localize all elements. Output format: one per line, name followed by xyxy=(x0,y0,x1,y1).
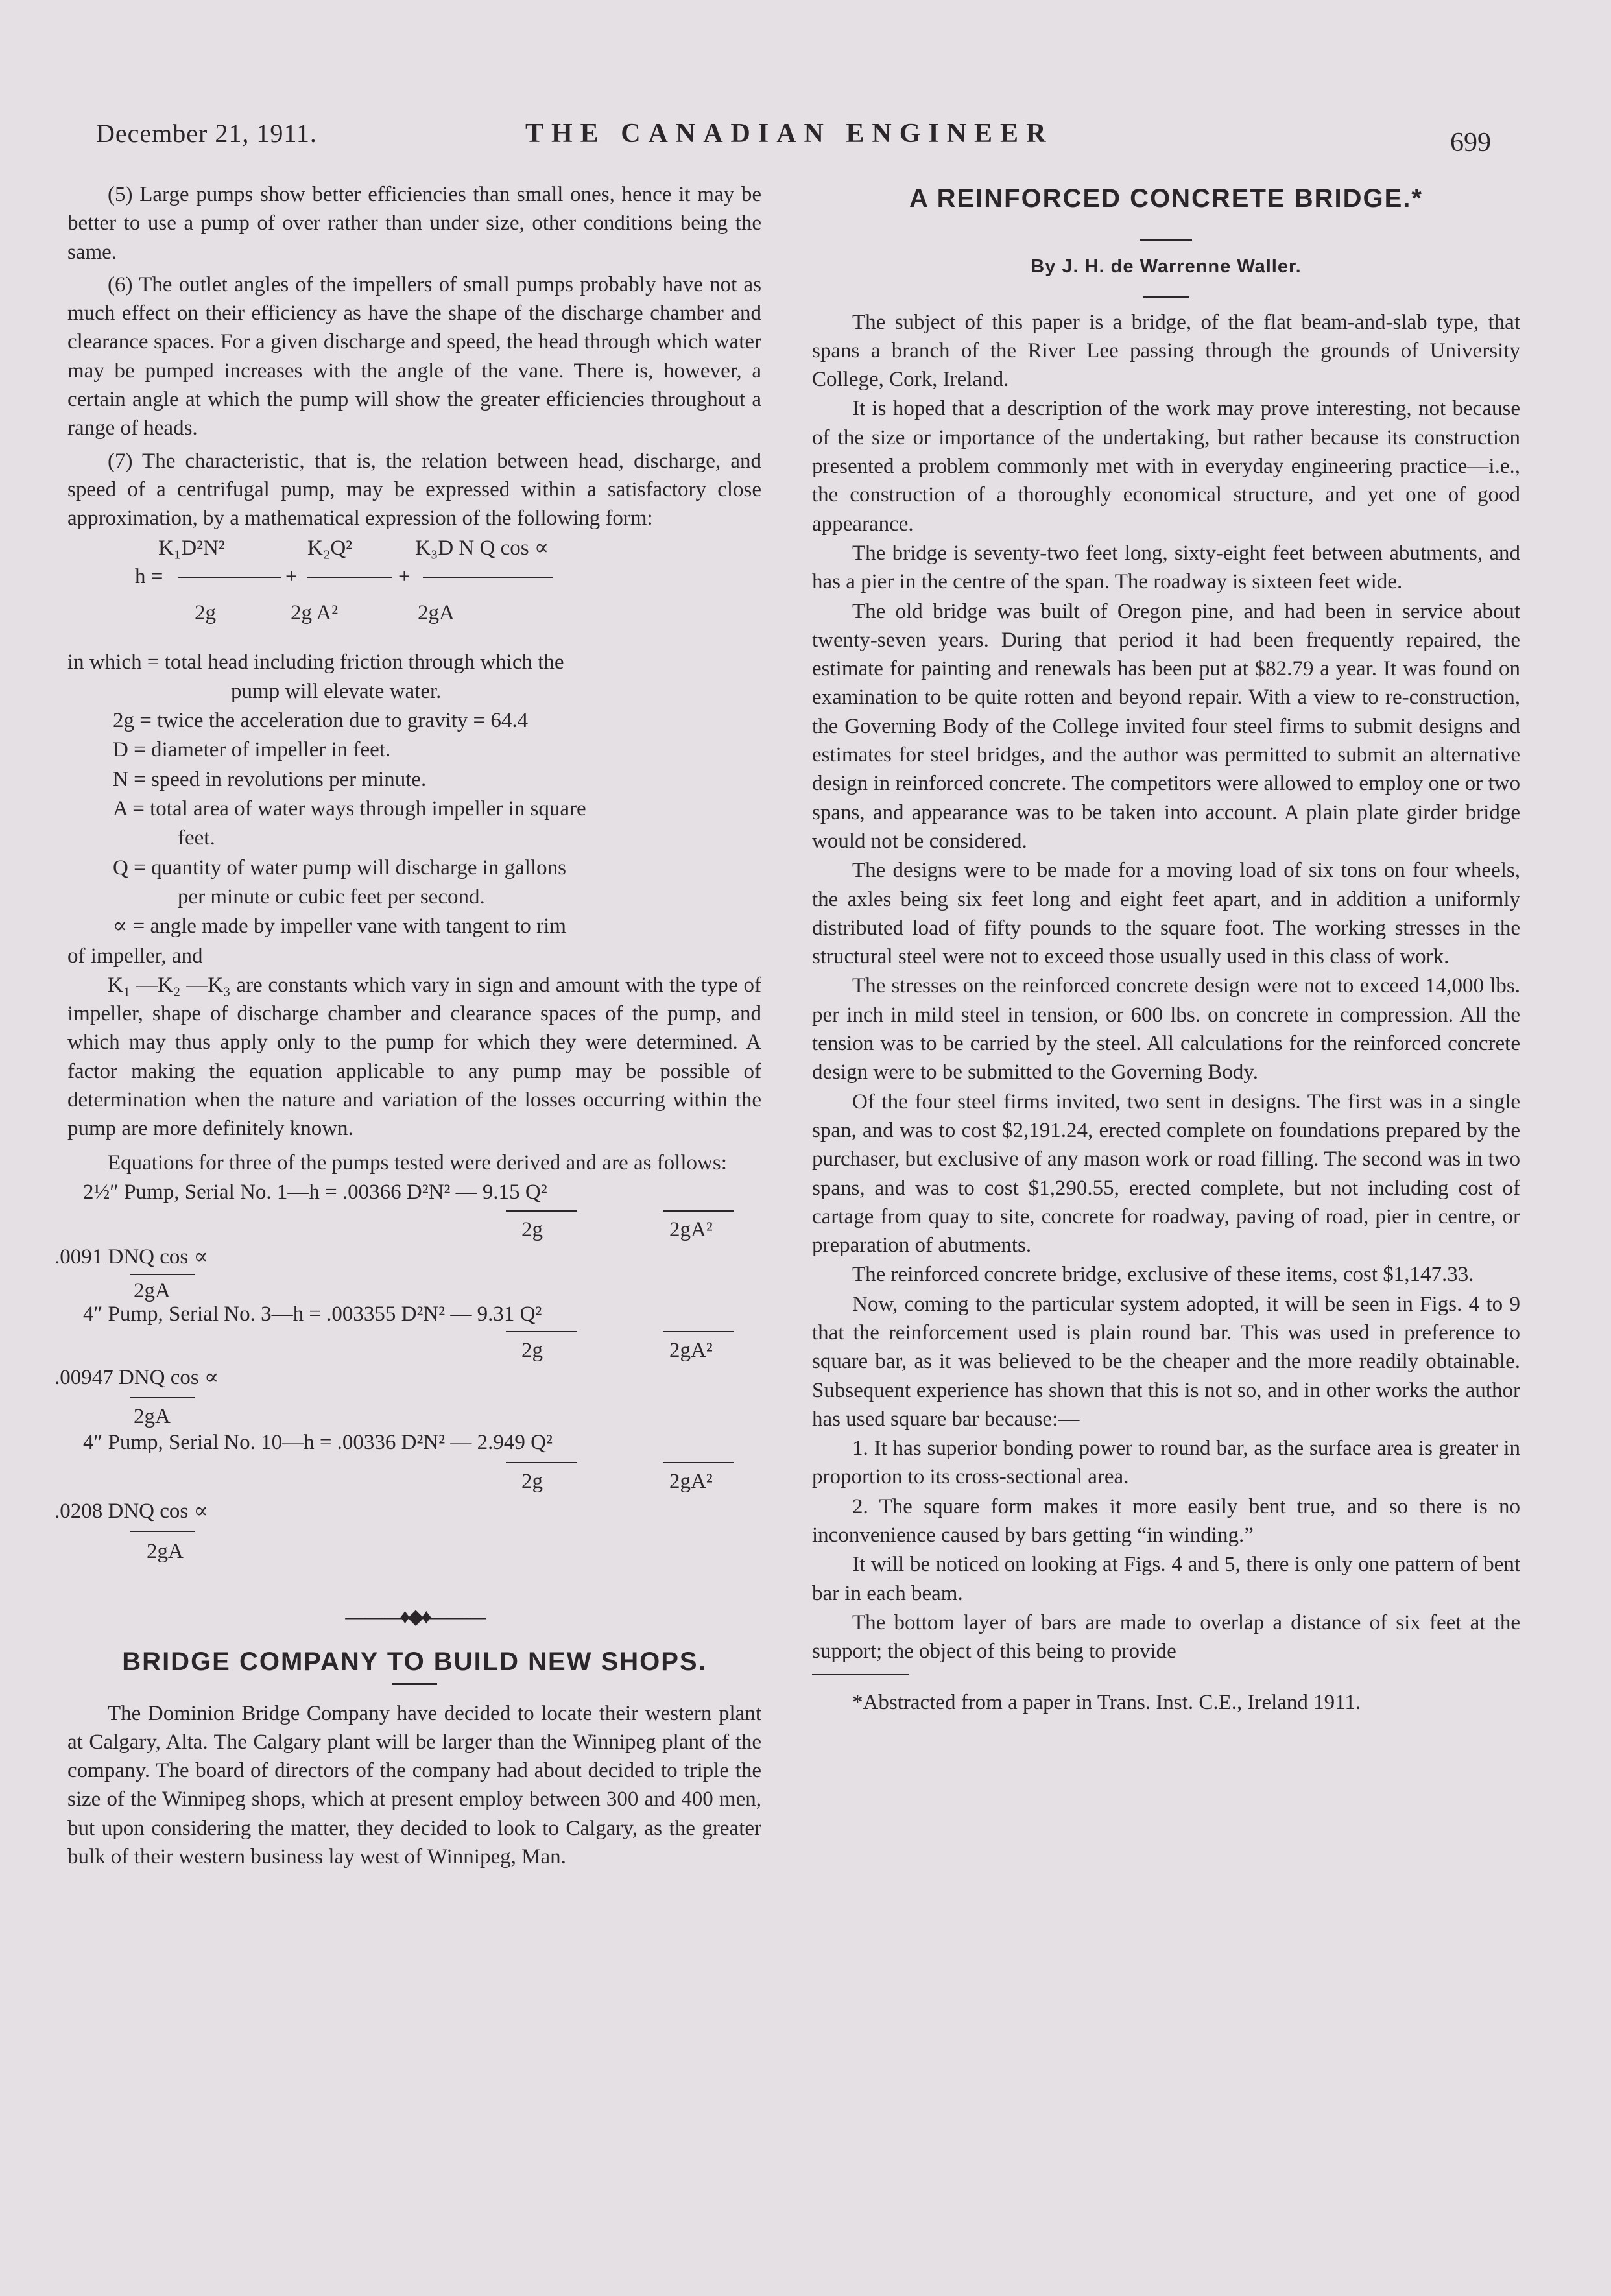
article-paragraph: 1. It has superior bonding power to round bar, as the surface area is greater in proportion to its cross-sectional area. xyxy=(812,1437,1520,1489)
constants-paragraph: K₁ —K₂ —K₃ are constants which vary in sign and amount with the type of impeller, shape of discharge chamber and clearance spaces of the pump, and which may thus apply only to the pump for which they were determined. A factor making the equation applicable to any pump may be possible of determination when the nature and variation of the losses occurring within the pump are more definitely known. xyxy=(67,973,761,1141)
pump-equation-2 xyxy=(67,1269,761,1331)
pump-eq-term: .0091 DNQ cos ∝ xyxy=(54,1245,208,1269)
heading-rule xyxy=(392,1683,437,1685)
pump-eq-den: 2gA² xyxy=(669,1469,713,1493)
article-paragraph: The old bridge was built of Oregon pine, and had been in service about twenty-seven years. During that period it had been frequently repaired, the estimate for painting and renewals has been put at $82.79 a year. It was found on examination to be quite rotten and beyond repair. With a view to re-construction, the Governing Body of the College invited four steel firms to submit designs and estimates for steel bridges, and the author was permitted to submit an alternative design in reinforced concrete. The competitors were allowed to employ one or two spans, and appearance was to be taken into account. A plain plate girder bridge would not be considered. xyxy=(812,599,1520,853)
article-paragraph: The designs were to be made for a moving load of six tons on four wheels, the axles being six feet long and eight feet apart, and in addition a uniformly distributed load of fifty pounds to the square foot. The working stresses in the structural steel were not to exceed those usually used in this class of work. xyxy=(812,859,1520,969)
pump-eq-den: 2gA xyxy=(134,1404,171,1428)
article-paragraph: The bottom layer of bars are made to overlap a distance of six feet at the support; the object of this being to provide xyxy=(812,1610,1520,1664)
formula-plus: + xyxy=(398,564,411,588)
fraction-bar xyxy=(307,577,392,578)
article-paragraph: The reinforced concrete bridge, exclusive of these items, cost $1,147.33. xyxy=(852,1263,1474,1287)
pump-eq-line: 4″ Pump, Serial No. 3—h = .003355 D²N² — 9.31 Q² xyxy=(83,1302,542,1326)
bridge-company-paragraph: The Dominion Bridge Company have decided to locate their western plant at Calgary, Alta. The Calgary plant will be larger than the Winnipeg plant of the company. The board of directors of the company had about decided to triple the size of the Winnipeg shops, which at present employ between 300 and 400 men, but upon considering the matter, they decided to look to Calgary, as the greater bulk of their western business lay west of Winnipeg, Man. xyxy=(67,1701,761,1869)
formula-den-2: 2g A² xyxy=(291,601,339,625)
pump-eq-den: 2gA² xyxy=(669,1338,713,1362)
paragraph-6: (6) The outlet angles of the impellers of small pumps probably have not as much effect on their efficiency as have the shape of the discharge chamber and clearance spaces. For a given discharge and speed, the head through which water may be pumped increases with the angle of the vane. There is, however, a certain angle at which the pump will show the greater efficiencies throughout a range of heads. xyxy=(67,272,761,440)
formula-lhs: h = xyxy=(135,564,163,588)
fraction-bar xyxy=(423,577,553,578)
pump-equation-2-lower xyxy=(54,1331,761,1428)
def-Q: Q = quantity of water pump will discharge in gallons xyxy=(113,855,566,879)
pump-eq-den: 2g xyxy=(521,1469,543,1493)
article-paragraph: The stresses on the reinforced concrete design were not to exceed 14,000 lbs. per inch in mild steel in tension, or 600 lbs. on concrete in compression. All the tension was to be carried by the steel. All calculations for the reinforced concrete design were to be submitted to the Governing Body. xyxy=(812,974,1520,1084)
formula-num-3: K₃D N Q cos ∝ xyxy=(415,536,549,560)
fraction-bar xyxy=(130,1531,195,1532)
section-ornament: ———♦◆♦——— xyxy=(345,1604,484,1628)
paragraph-7: (7) The characteristic, that is, the relation between head, discharge, and speed of a centrifugal pump, may be expressed within a satisfactory close approximation, by a mathematical expression of the following form: xyxy=(67,449,761,531)
pump-eq-den: 2g xyxy=(521,1217,543,1241)
equations-intro: Equations for three of the pumps tested were derived and are as follows: xyxy=(108,1151,727,1175)
pump-eq-term: .00947 DNQ cos ∝ xyxy=(54,1365,219,1389)
title-rule xyxy=(1140,239,1192,241)
fraction-bar xyxy=(506,1331,577,1332)
def-alpha-cont: of impeller, and xyxy=(67,944,203,968)
formula-den-3: 2gA xyxy=(418,601,455,625)
article-paragraph: Now, coming to the particular system adopted, it will be seen in Figs. 4 to 9 that the reinforcement used is plain round bar. This was used in preference to square bar, as it was believed to be the cheaper and the more readily obtainable. Subsequent experience has shown that this is not so, and in other works the author has used square bar because:— xyxy=(812,1292,1520,1431)
fraction-bar xyxy=(178,577,281,578)
fraction-bar xyxy=(130,1397,195,1398)
def-Q-cont: per minute or cubic feet per second. xyxy=(178,885,485,909)
formula-plus: + xyxy=(285,564,298,588)
header-title: THE CANADIAN ENGINEER xyxy=(525,119,1054,149)
pump-equation-3 xyxy=(54,1422,761,1590)
pump-eq-den: 2g xyxy=(521,1338,543,1362)
fraction-bar xyxy=(506,1210,577,1212)
def-g: 2g = twice the acceleration due to gravity = 64.4 xyxy=(113,709,529,733)
left-column xyxy=(54,180,761,1872)
formula-num-2: K₂Q² xyxy=(307,536,353,560)
def-N: N = speed in revolutions per minute. xyxy=(113,767,427,791)
paragraph-5: (5) Large pumps show better efficiencies than small ones, hence it may be better to use a pump of over rather than under size, other conditions being the same. xyxy=(67,183,761,264)
article-title: A REINFORCED CONCRETE BRIDGE.* xyxy=(909,184,1423,213)
byline-rule xyxy=(1143,296,1189,298)
article-byline: By J. H. de Warrenne Waller. xyxy=(1031,256,1302,278)
fraction-bar xyxy=(663,1462,734,1463)
section-heading-bridge-company: BRIDGE COMPANY TO BUILD NEW SHOPS. xyxy=(122,1647,707,1677)
pump-eq-den: 2gA² xyxy=(669,1217,713,1241)
article-paragraph: Of the four steel firms invited, two sent in designs. The first was in a single span, and was to cost $2,191.24, erected complete on foundations prepared by the purchaser, but exclusive of any mason work or road filling. The second was in two spans, and was to cost $1,290.55, erected complete, but not including cost of cartage from quay to site, concrete for roadway, paving of road, pier in centre, or preparation of abutments. xyxy=(812,1090,1520,1258)
pump-eq-den: 2gA xyxy=(147,1539,184,1563)
characteristic-formula xyxy=(67,534,761,648)
page-number: 699 xyxy=(1450,128,1491,158)
def-A-cont: feet. xyxy=(178,826,215,850)
pump-eq-term: .0208 DNQ cos ∝ xyxy=(54,1499,208,1523)
pump-equation-1 xyxy=(54,1178,761,1269)
right-column xyxy=(812,180,1520,1717)
article-paragraph: It will be noticed on looking at Figs. 4 and 5, there is only one pattern of bent bar in each beam. xyxy=(812,1553,1520,1605)
def-h: in which = total head including friction through which the xyxy=(67,650,564,674)
fraction-bar xyxy=(663,1210,734,1212)
article-paragraph: The subject of this paper is a bridge, of the flat beam-and-slab type, that spans a branch of the River Lee passing through the grounds of University College, Cork, Ireland. xyxy=(812,310,1520,392)
pump-eq-line: 2½″ Pump, Serial No. 1—h = .00366 D²N² — 9.15 Q² xyxy=(83,1180,547,1204)
pump-eq-line: 4″ Pump, Serial No. 10—h = .00336 D²N² — 2.949 Q² xyxy=(83,1430,553,1454)
def-h-cont: pump will elevate water. xyxy=(231,679,442,703)
header-date: December 21, 1911. xyxy=(96,119,317,148)
def-D: D = diameter of impeller in feet. xyxy=(113,738,391,762)
footnote: *Abstracted from a paper in Trans. Inst. C.E., Ireland 1911. xyxy=(852,1690,1361,1714)
footnote-rule xyxy=(812,1674,909,1675)
fraction-bar xyxy=(506,1462,577,1463)
def-alpha: ∝ = angle made by impeller vane with tangent to rim xyxy=(113,915,566,939)
def-A: A = total area of water ways through impeller in square xyxy=(113,797,586,821)
article-paragraph: 2. The square form makes it more easily bent true, and so there is no inconvenience caused by bars getting “in winding.” xyxy=(812,1494,1520,1548)
pump-eq-den: 2gA xyxy=(134,1278,171,1302)
fraction-bar xyxy=(663,1331,734,1332)
formula-num-1: K₁D²N² xyxy=(158,536,225,560)
formula-den-1: 2g xyxy=(195,601,216,625)
article-paragraph: It is hoped that a description of the work may prove interesting, not because of the size or importance of the undertaking, but rather because its construction presented a problem commonly met with in everyday engineering practice—i.e., the construction of a thoroughly economical structure, and yet one of good appearance. xyxy=(812,397,1520,536)
article-paragraph: The bridge is seventy-two feet long, sixty-eight feet between abutments, and has a pier in the centre of the span. The roadway is sixteen feet wide. xyxy=(812,541,1520,594)
